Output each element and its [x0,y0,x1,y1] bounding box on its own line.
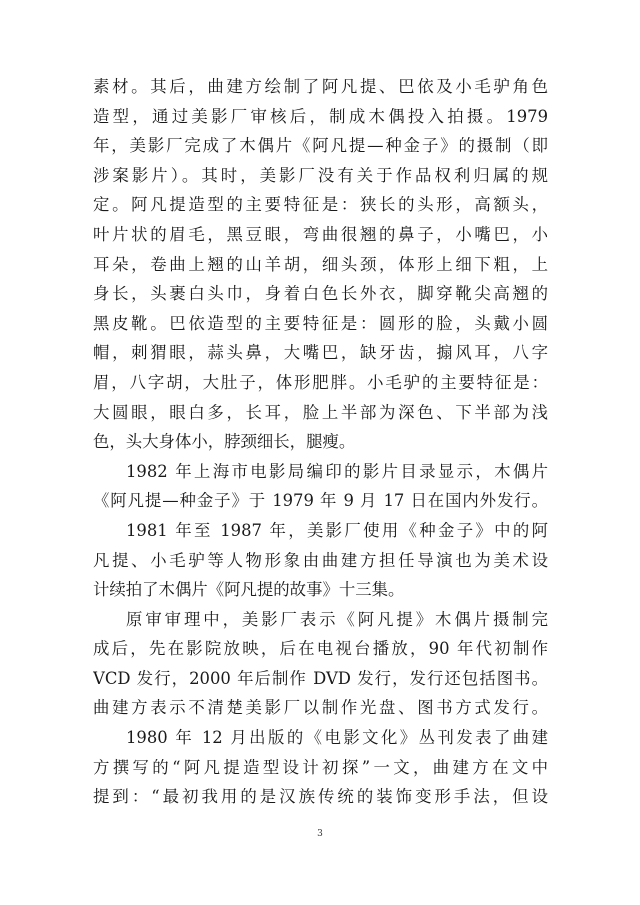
document-body [93,72,548,812]
text-line: 曲建方表示不清楚美影厂以制作光盘、图书方式发行。 [93,698,548,718]
text-line: 凡提、小毛驴等人物形象由曲建方担任导演也为美术设 [93,550,548,570]
text-line: 帽，刺猬眼，蒜头鼻，大嘴巴，缺牙齿，搧风耳，八字 [93,343,548,363]
text-line: 涉案影片）。其时，美影厂没有关于作品权利归属的规 [93,165,548,185]
text-line: 1980 年 12 月出版的《电影文化》丛刊发表了曲建 [126,728,548,748]
text-line: 耳朵，卷曲上翘的山羊胡，细头颈，体形上细下粗，上 [93,254,548,274]
text-line: 叶片状的眉毛，黑豆眼，弯曲很翘的鼻子，小嘴巴，小 [93,224,548,244]
text-line: 色，头大身体小，脖颈细长，腿瘦。 [93,432,356,452]
paragraph [93,72,548,457]
paragraph [93,516,548,605]
text-line: 1982 年上海市电影局编印的影片目录显示，木偶片 [126,461,548,481]
text-line: 黑皮靴。巴依造型的主要特征是：圆形的脸，头戴小圆 [93,313,548,333]
text-line: VCD 发行，2000 年后制作 DVD 发行，发行还包括图书。 [93,668,548,688]
text-line: 大圆眼，眼白多，长耳，脸上半部为深色、下半部为浅 [93,402,548,422]
text-line: 原审审理中，美影厂表示《阿凡提》木偶片摄制完 [126,609,548,629]
text-line: 计续拍了木偶片《阿凡提的故事》十三集。 [93,580,405,600]
text-line: 造型，通过美影厂审核后，制成木偶投入拍摄。1979 [93,106,548,126]
paragraph [93,723,548,812]
paragraph [93,457,548,516]
text-line: 素材。其后，曲建方绘制了阿凡提、巴依及小毛驴角色 [93,77,548,96]
text-line: 《阿凡提—种金子》于 1979 年 9 月 17 日在国内外发行。 [93,491,548,511]
text-line: 1981 年至 1987 年，美影厂使用《种金子》中的阿 [126,520,548,540]
text-line: 眉，八字胡，大肚子，体形肥胖。小毛驴的主要特征是： [93,372,548,392]
text-line: 提到：“最初我用的是汉族传统的装饰变形手法，但设 [93,787,548,807]
text-line: 年，美影厂完成了木偶片《阿凡提—种金子》的摄制（即 [93,136,548,156]
paragraph [93,605,548,723]
page-number: 3 [317,829,323,839]
text-line: 成后，先在影院放映，后在电视台播放，90 年代初制作 [93,639,548,659]
text-line: 方撰写的“阿凡提造型设计初探”一文，曲建方在文中 [93,757,548,777]
text-line: 定。阿凡提造型的主要特征是：狭长的头形，高额头， [93,195,548,215]
text-line: 身长，头裹白头巾，身着白色长外衣，脚穿靴尖高翘的 [93,284,548,304]
